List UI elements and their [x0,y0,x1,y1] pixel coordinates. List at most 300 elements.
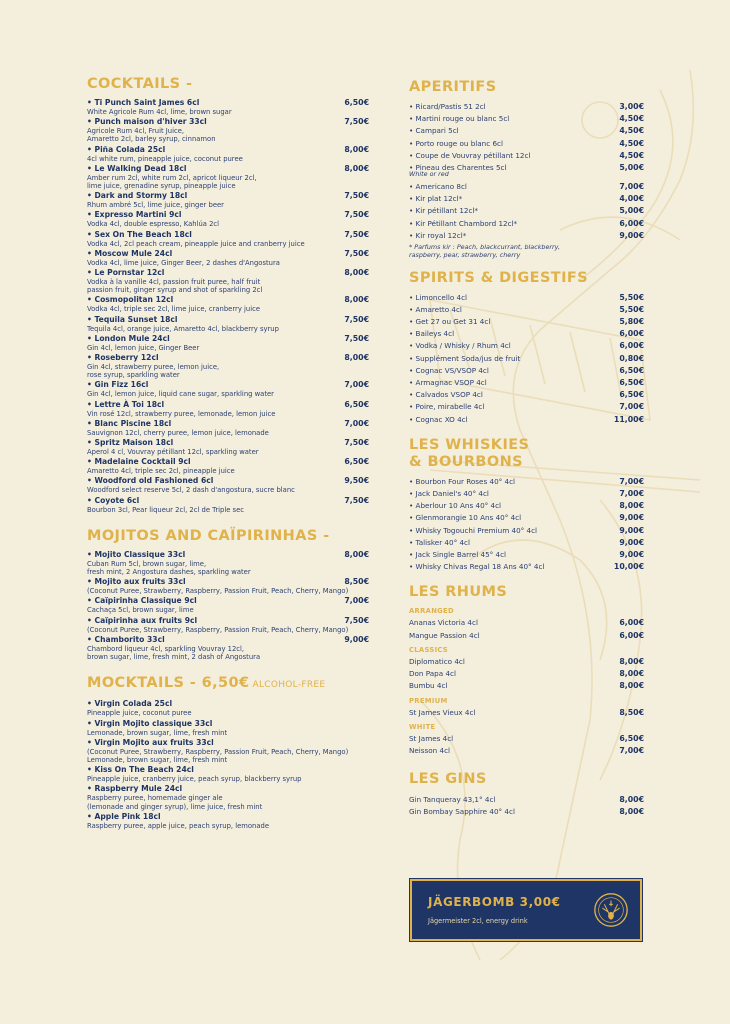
item-name: • Caïpirinha Classique 9cl [87,596,197,606]
item-name: Gin Bombay Sapphire 40° 4cl [409,807,515,817]
item-description: Woodford select reserve 5cl, 2 dash d'angostura, sucre blanc [87,486,295,495]
item-price: 7,50€ [344,248,369,258]
list-item [409,476,644,488]
jagerbomb-description: Jägermeister 2cl, energy drink [428,917,528,925]
item-price: 9,00€ [619,537,644,547]
item-description: Gin 4cl, strawberry puree, lemon juice, rose syrup, sparkling water [87,363,220,380]
item-name: • Whisky Chivas Regal 18 Ans 40° 4cl [409,562,545,572]
item-price: 3,00€ [619,102,644,111]
menu-item-header [87,457,369,467]
list-item [409,561,644,573]
list-item [409,101,644,113]
item-name: • Amaretto 4cl [409,304,462,314]
item-price: 8,00€ [344,353,369,363]
item-description: Aperol 4 cl, Vouvray pétillant 12cl, sparkling water [87,448,259,457]
item-name: Ananas Victoria 4cl [409,618,478,628]
menu-item-header [87,616,369,626]
cocktail-list [87,98,369,514]
item-name: • Cosmopolitan 12cl [87,295,174,305]
menu-item-header [87,699,369,709]
item-name: • Ti Punch Saint James 6cl [87,98,200,107]
item-price: 6,50€ [619,390,644,400]
menu-item [87,145,369,163]
item-description: White Agricole Rum 4cl, lime, brown sugar [87,108,232,116]
item-description: Gin 4cl, lemon juice, Ginger Beer [87,343,200,352]
item-name: • Americano 8cl [409,182,467,192]
list-item [409,617,644,629]
menu-item-header [87,295,369,305]
item-price: 4,50€ [619,150,644,160]
item-name: • Caïpirinha aux fruits 9cl [87,615,198,625]
item-description: Vodka 4cl, lime juice, Ginger Beer, 2 dashes d'Angostura [87,258,280,267]
item-price: 9,00€ [344,634,369,644]
item-name: Bumbu 4cl [409,681,448,691]
item-name: Neisson 4cl [409,745,451,755]
menu-item-header [87,419,369,429]
list-item [409,537,644,549]
gins-title: LES GINS [409,771,487,788]
item-name: • Campari 5cl [409,126,459,136]
item-name: • Gin Fizz 16cl [87,380,149,390]
menu-item [87,419,369,437]
item-price: 8,00€ [619,501,644,511]
item-name: • Chamborito 33cl [87,634,165,644]
list-item [409,113,644,125]
gin-list [409,794,644,818]
item-price: 8,00€ [344,163,369,173]
item-name: • Kir Pétillant Chambord 12cl* [409,218,518,228]
menu-item-header [87,98,369,108]
item-name: • Armagnac VSOP 4cl [409,378,487,388]
list-item [409,316,644,328]
item-price: 8,00€ [619,795,644,805]
list-item [409,328,644,340]
mocktail-list [87,699,369,830]
menu-item [87,699,369,717]
menu-item [87,249,369,267]
item-description: (Coconut Puree, Strawberry, Raspberry, Passion Fruit, Peach, Cherry, Mango) [87,587,349,596]
item-name: • Ricard/Pastis 51 2cl [409,102,486,111]
list-item [409,389,644,401]
rhums-title: LES RHUMS [409,584,508,601]
menu-item-header [87,230,369,240]
item-price: 5,50€ [619,292,644,302]
menu-item [87,635,369,661]
menu-item-header [87,249,369,259]
mocktails-title-text: MOCKTAILS - 6,50€ [87,675,250,692]
item-description: Vin rosé 12cl, strawberry puree, lemonade, lemon juice [87,409,276,418]
item-name: • Coyote 6cl [87,495,140,505]
list-item [409,414,644,426]
menu-item [87,550,369,576]
list-item [409,292,644,304]
menu-item [87,812,369,830]
item-price: 6,00€ [619,630,644,640]
item-price: 8,00€ [619,681,644,691]
item-description: Vodka 4cl, double espresso, Kahlúa 2cl [87,220,220,229]
item-price: 10,00€ [613,562,644,572]
item-price: 8,00€ [344,295,369,305]
rhum-category-label: ARRANGED [409,607,454,616]
menu-item-header [87,380,369,390]
item-price: 8,00€ [619,807,644,817]
item-name: • Calvados VSOP 4cl [409,390,483,400]
menu-item-header [87,550,369,560]
item-price: 4,00€ [619,194,644,204]
item-name: • Talisker 40° 4cl [409,537,470,547]
item-name: • Get 27 ou Get 31 4cl [409,317,491,327]
list-item [409,668,644,680]
item-price: 9,00€ [619,513,644,523]
item-price: 7,00€ [619,402,644,412]
menu-item [87,476,369,494]
menu-item [87,616,369,634]
item-name: • Blanc Piscine 18cl [87,418,172,428]
item-price: 5,00€ [619,206,644,216]
item-name: • Raspberry Mule 24cl [87,784,183,794]
list-item [409,218,644,230]
menu-item [87,400,369,418]
list-item [409,549,644,561]
item-name: • Bourbon Four Roses 40° 4cl [409,476,516,486]
item-name: • Punch maison d'hiver 33cl [87,117,207,127]
item-name: Don Papa 4cl [409,669,456,679]
item-price: 7,50€ [344,495,369,505]
item-name: • Piña Colada 25cl [87,144,166,154]
item-name: • Coupe de Vouvray pétillant 12cl [409,150,531,160]
menu-item [87,315,369,333]
item-price: 8,00€ [344,144,369,154]
item-description: (Coconut Puree, Strawberry, Raspberry, Passion Fruit, Peach, Cherry, Mango) Lemonade, brown sugar, lime, fresh mint [87,747,349,764]
item-description: Vodka à la vanille 4cl, passion fruit puree, half fruit passion fruit, ginger syrup and shot of sparkling 2cl [87,278,263,295]
item-name: St James Vieux 4cl [409,707,476,717]
menu-item [87,164,369,190]
item-name: • Jack Daniel's 40° 4cl [409,489,489,499]
item-price: 7,50€ [344,117,369,127]
item-description: Sauvignon 12cl, cherry puree, lemon juice, lemonade [87,428,269,437]
item-price: 6,00€ [619,618,644,628]
menu-item-header [87,765,369,775]
list-item [409,125,644,137]
item-price: 7,00€ [619,489,644,499]
menu-item-header [87,353,369,363]
mocktails-subtitle: ALCOHOL-FREE [252,680,326,691]
item-description: Gin 4cl, lemon juice, liquid cane sugar, sparkling water [87,390,274,399]
item-price: 4,50€ [619,114,644,124]
menu-item [87,210,369,228]
item-description: Cuban Rum 5cl, brown sugar, lime, fresh mint, 2 Angostura dashes, sparkling water [87,559,251,577]
item-price: 4,50€ [619,126,644,136]
item-name: • Pineau des Charentes 5cl [409,163,507,173]
list-item [409,150,644,162]
item-price: 6,50€ [344,457,369,467]
item-name: • Limoncello 4cl [409,292,468,302]
menu-item-header [87,315,369,325]
item-price: 8,50€ [344,577,369,587]
list-item [409,377,644,389]
item-description: (Coconut Puree, Strawberry, Raspberry, Passion Fruit, Peach, Cherry, Mango) [87,625,349,634]
item-name: • Sex On The Beach 18cl [87,229,192,239]
menu-item-header [87,577,369,587]
item-name: • Glenmorangie 10 Ans 40° 4cl [409,513,522,523]
menu-item-header [87,812,369,822]
menu-item-header [87,400,369,410]
item-name: • Virgin Mojito classique 33cl [87,718,213,728]
item-description: Chambord liqueur 4cl, sparkling Vouvray 12cl, brown sugar, lime, fresh mint, 2 dash of Angostura [87,644,261,662]
list-item [409,500,644,512]
stag-emblem-icon [592,891,630,929]
aperitif-list [409,101,644,242]
item-name: • Virgin Mojito aux fruits 33cl [87,737,214,747]
left-column [87,70,369,831]
menu-item-header [87,738,369,748]
list-item [409,656,644,668]
menu-item-header [87,191,369,201]
item-note: White or red [409,170,449,179]
item-price: 6,00€ [619,329,644,339]
list-item [409,181,644,193]
list-item [409,340,644,352]
menu-item [87,457,369,475]
item-name: • Whisky Togouchi Premium 40° 4cl [409,525,538,535]
item-price: 6,50€ [619,365,644,375]
aperitifs-title: APERITIFS [409,79,497,95]
menu-item-header [87,268,369,278]
item-price: 6,00€ [619,218,644,228]
item-price: 4,50€ [619,138,644,148]
item-name: • London Mule 24cl [87,333,170,343]
item-price: 8,00€ [344,268,369,278]
list-item [409,806,644,818]
menu-item-header [87,596,369,606]
menu-item [87,191,369,209]
item-price: 7,50€ [344,229,369,239]
item-description: Vodka 4cl, 2cl peach cream, pineapple juice and cranberry juice [87,239,305,248]
menu-item [87,117,369,143]
item-name: • Expresso Martini 9cl [87,210,182,220]
item-name: • Martini rouge ou blanc 5cl [409,114,510,124]
list-item [409,512,644,524]
item-price: 7,50€ [344,210,369,220]
item-name: Mangue Passion 4cl [409,630,480,640]
item-name: • Cognac VS/VSOP 4cl [409,365,489,375]
item-name: • Lettre À Toi 18cl [87,399,165,409]
menu-item-header [87,164,369,174]
menu-item [87,438,369,456]
item-price: 6,50€ [344,399,369,409]
item-description: Amaretto 4cl, triple sec 2cl, pineapple juice [87,467,235,476]
item-name: • Woodford old Fashioned 6cl [87,476,214,486]
item-price: 7,00€ [344,380,369,390]
item-name: • Kiss On The Beach 24cl [87,765,194,775]
item-description: Pineapple juice, coconut puree [87,709,192,718]
menu-item [87,784,369,810]
item-price: 5,50€ [619,304,644,314]
item-name: St James 4cl [409,733,454,743]
item-description: Lemonade, brown sugar, lime, fresh mint [87,728,228,737]
list-item [409,707,644,719]
spirits-title: SPIRITS & DIGESTIFS [409,269,589,286]
item-price: 7,00€ [344,596,369,606]
list-item [409,525,644,537]
item-price: 7,50€ [344,333,369,343]
item-name: • Spritz Maison 18cl [87,438,174,448]
mocktails-title [87,675,369,694]
item-name: • Le Pornstar 12cl [87,268,165,278]
item-price: 6,50€ [344,98,369,107]
item-price: 8,00€ [619,669,644,679]
item-price: 11,00€ [613,414,644,424]
item-name: • Baileys 4cl [409,329,455,339]
item-name: • Mojito aux fruits 33cl [87,577,186,587]
right-column [409,70,644,819]
menu-item-header [87,145,369,155]
list-item [409,353,644,365]
item-name: Gin Tanqueray 43,1° 4cl [409,795,496,805]
list-item [409,138,644,150]
item-description: 4cl white rum, pineapple juice, coconut puree [87,154,243,163]
item-description: Raspberry puree, apple juice, peach syrup, lemonade [87,821,270,830]
list-item [409,794,644,806]
rhum-category-label: WHITE [409,722,436,731]
cocktails-title: COCKTAILS - [87,76,193,92]
item-name: Diplomatico 4cl [409,656,465,666]
menu-item-header [87,334,369,344]
item-description: Rhum ambré 5cl, lime juice, ginger beer [87,201,224,210]
item-price: 7,00€ [344,418,369,428]
item-price: 7,00€ [619,476,644,486]
list-item [409,733,644,745]
whiskies-title-line2: & BOURBONS [409,453,523,470]
jagerbomb-box [410,879,642,941]
item-name: • Vodka / Whisky / Rhum 4cl [409,341,511,351]
list-item [409,304,644,316]
item-name: • Virgin Colada 25cl [87,699,173,709]
item-price: 6,00€ [619,341,644,351]
item-name: • Madelaine Cocktail 9cl [87,457,191,467]
item-price: 8,00€ [344,549,369,559]
jagerbomb-title: JÄGERBOMB 3,00€ [428,895,561,909]
menu-item [87,98,369,116]
item-price: 7,00€ [619,182,644,192]
item-name: • Le Walking Dead 18cl [87,163,187,173]
item-price: 6,50€ [619,378,644,388]
menu-item [87,577,369,595]
item-description: Raspberry puree, homemade ginger ale (lemonade and ginger syrup), lime juice, fresh mint [87,794,263,811]
item-price: 0,80€ [619,353,644,363]
item-name: • Kir pétillant 12cl* [409,206,479,216]
menu-item-header [87,496,369,506]
item-description: Vodka 4cl, triple sec 2cl, lime juice, cranberry juice [87,305,261,314]
item-price: 6,50€ [619,733,644,743]
item-name: • Kir royal 12cl* [409,230,467,240]
item-description: Bourbon 3cl, Pear liqueur 2cl, 2cl de Triple sec [87,505,245,514]
list-item [409,401,644,413]
menu-item [87,380,369,398]
item-name: • Dark and Stormy 18cl [87,191,188,201]
item-price: 8,00€ [619,656,644,666]
menu-item-header [87,210,369,220]
menu-item [87,738,369,764]
whiskies-title-line1: LES WHISKIES [409,436,530,453]
item-price: 7,50€ [344,191,369,201]
menu-item-header [87,438,369,448]
menu-item [87,765,369,783]
item-description: Tequila 4cl, orange juice, Amaretto 4cl, blackberry syrup [87,324,279,333]
item-price: 7,50€ [344,615,369,625]
spirits-list [409,292,644,426]
menu-item-header [87,117,369,127]
aperitifs-footnote: * Parfums kir : Peach, blackcurrant, blackberry, raspberry, pear, strawberry, cherry [409,243,560,259]
item-name: • Porto rouge ou blanc 6cl [409,138,503,148]
menu-item [87,496,369,514]
item-price: 9,50€ [344,476,369,486]
item-name: • Apple Pink 18cl [87,811,161,821]
item-name: • Tequila Sunset 18cl [87,314,178,324]
menu-item-header [87,476,369,486]
item-price: 7,50€ [344,438,369,448]
list-item [409,193,644,205]
mojitos-title: MOJITOS AND CAÏPIRINHAS - [87,527,330,544]
item-name: • Moscow Mule 24cl [87,248,173,258]
item-price: 8,50€ [619,707,644,717]
rhum-category-label: CLASSICS [409,645,449,654]
mojito-list [87,550,369,661]
item-description: Pineapple juice, cranberry juice, peach syrup, blackberry syrup [87,775,302,784]
item-price: 9,00€ [619,550,644,560]
item-price: 5,00€ [619,163,644,173]
whisky-list [409,476,644,574]
menu-item [87,230,369,248]
item-price: 7,50€ [344,314,369,324]
item-price: 5,80€ [619,317,644,327]
menu-item [87,719,369,737]
list-item [409,230,644,242]
menu-item [87,295,369,313]
item-price: 9,00€ [619,525,644,535]
whiskies-title [409,437,644,471]
list-item [409,745,644,757]
item-name: • Mojito Classique 33cl [87,549,186,559]
item-price: 9,00€ [619,230,644,240]
menu-item [87,353,369,379]
menu-item-header [87,784,369,794]
menu-item [87,268,369,294]
item-name: • Cognac XO 4cl [409,414,468,424]
item-name: • Aberlour 10 Ans 40° 4cl [409,501,502,511]
list-item [409,630,644,642]
menu-item [87,334,369,352]
menu-item-header [87,635,369,645]
item-description: Agricole Rum 4cl, Fruit Juice, Amaretto 2cl, barley syrup, cinnamon [87,127,216,144]
list-item [409,680,644,692]
list-item [409,205,644,217]
list-item [409,365,644,377]
rhum-category-label: PREMIUM [409,696,448,705]
item-name: • Jack Single Barrel 45° 4cl [409,550,507,560]
item-description: Amber rum 2cl, white rum 2cl, apricot liqueur 2cl, lime juice, grenadine syrup, pineapple juice [87,173,257,191]
menu-item-header [87,719,369,729]
item-name: • Poire, mirabelle 4cl [409,402,485,412]
menu-item [87,596,369,614]
item-name: • Roseberry 12cl [87,353,159,363]
list-item [409,488,644,500]
item-name: • Kir plat 12cl* [409,194,463,204]
item-price: 7,00€ [619,745,644,755]
item-name: • Supplément Soda/jus de fruit [409,353,521,363]
item-description: Cachaça 5cl, brown sugar, lime [87,606,194,615]
rhum-list [409,606,644,757]
